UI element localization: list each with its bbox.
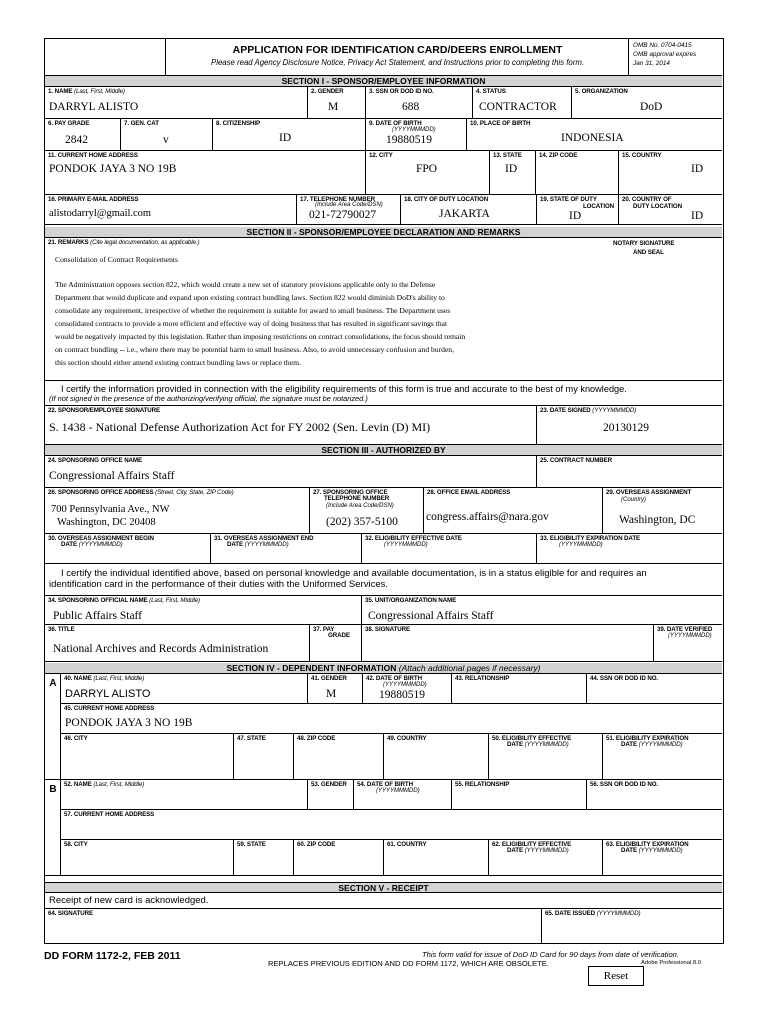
official-name: Public Affairs Staff: [53, 610, 143, 622]
field-60-dependent-b-zip[interactable]: [294, 840, 384, 876]
field-16-email[interactable]: [45, 195, 297, 225]
field-label: 35. UNIT/ORGANIZATION NAME: [365, 597, 457, 604]
field-hint: (YYYYMMMDD): [668, 633, 712, 639]
field-label: 53. GENDER: [311, 781, 347, 788]
field-31-overseas-end[interactable]: [211, 534, 362, 564]
field-hint: (Last, First, Middle): [149, 597, 201, 604]
field-49-dependent-country[interactable]: [384, 734, 489, 780]
office-phone: (202) 357-5100: [326, 516, 398, 528]
field-12-city[interactable]: [366, 151, 490, 195]
sponsor-ssn: 688: [402, 101, 420, 113]
dependent-a-name: DARRYL ALISTO: [65, 688, 151, 700]
remarks-line: consolidated contracts to provide a more efficient and effective way of doing business that has resulted in significant savings that: [55, 319, 448, 328]
remarks-line: on contract bundling -- i.e., where there may be potential harm to small business. Also, to avoid unnecessary confusion and burden,: [55, 345, 454, 354]
field-label: 22. SPONSOR/EMPLOYEE SIGNATURE: [48, 407, 161, 414]
field-26-office-address[interactable]: [45, 488, 310, 534]
field-hint: (Last, First, Middle): [74, 88, 125, 95]
field-label: 14. ZIP CODE: [539, 152, 578, 159]
dd-form-1172-2: [44, 38, 724, 944]
field-1-name[interactable]: [45, 87, 308, 119]
sponsor-address: PONDOK JAYA 3 NO 19B: [49, 163, 177, 175]
remarks-line: The Administration opposes section 822, which would create a new set of statutory provisions applicable only to the Defense: [55, 280, 436, 289]
field-18-duty-city[interactable]: [401, 195, 537, 225]
field-28-office-email[interactable]: [424, 488, 603, 534]
field-40-dependent-name[interactable]: [61, 674, 308, 704]
field-42-dependent-dob[interactable]: [363, 674, 452, 704]
field-13-state[interactable]: [490, 151, 536, 195]
field-label: 30. OVERSEAS ASSIGNMENT BEGIN: [48, 535, 154, 542]
field-label: DATE: [507, 741, 523, 748]
field-hint: (YYYYMMMDD): [383, 682, 427, 688]
date-signed: 20130129: [603, 422, 649, 434]
dependent-a-gender: M: [326, 688, 337, 700]
field-4-status[interactable]: [473, 87, 572, 119]
field-label: 5. ORGANIZATION: [575, 88, 628, 95]
section-4-note: (Attach additional pages if necessary): [398, 663, 541, 673]
field-hint: (Last, First, Middle): [93, 781, 145, 788]
remarks-heading: Consolidation of Contract Requirements: [55, 255, 178, 264]
field-30-overseas-begin[interactable]: [45, 534, 211, 564]
section-2-header: SECTION II - SPONSOR/EMPLOYEE DECLARATION AND REMARKS: [45, 227, 722, 238]
field-62-dependent-b-eligibility-effective[interactable]: [489, 840, 603, 876]
omb-number: OMB No. 0704-0415: [633, 42, 692, 49]
field-label: 13. STATE: [493, 152, 522, 159]
office-address-line-1: 700 Pennsylvania Ave., NW: [51, 504, 170, 515]
field-label: 54. DATE OF BIRTH: [357, 781, 413, 788]
field-48-dependent-zip[interactable]: [294, 734, 384, 780]
field-50-dependent-eligibility-effective[interactable]: [489, 734, 603, 780]
form-header: [166, 39, 629, 76]
sponsor-gen-cat: v: [163, 134, 169, 146]
field-hint: (YYYYMMMDD): [384, 542, 428, 548]
field-17-telephone[interactable]: [297, 195, 401, 225]
field-label: 42. DATE OF BIRTH: [366, 675, 422, 682]
form-title: APPLICATION FOR IDENTIFICATION CARD/DEERS ENROLLMENT: [232, 44, 563, 56]
sponsor-phone: 021-72790027: [309, 209, 377, 221]
field-label: 59. STATE: [237, 841, 266, 848]
field-label: 12. CITY: [369, 152, 393, 159]
field-label: 40. NAME: [64, 675, 92, 682]
field-36-title[interactable]: [45, 625, 310, 662]
field-label: 65. DATE ISSUED: [545, 910, 595, 917]
field-label: 62. ELIGIBILITY EFFECTIVE: [492, 841, 572, 848]
field-3-ssn[interactable]: [366, 87, 473, 119]
form-subtitle: Please read Agency Disclosure Notice, Privacy Act Statement, and Instructions prior to completing this form.: [211, 58, 584, 67]
field-label: 43. RELATIONSHIP: [455, 675, 510, 682]
office-name: Congressional Affairs Staff: [49, 470, 175, 482]
field-label: 49. COUNTRY: [387, 735, 427, 742]
field-label: 20. COUNTRY OF: [622, 196, 672, 203]
field-59-dependent-b-state[interactable]: [234, 840, 294, 876]
field-33-eligibility-expiration[interactable]: [537, 534, 722, 564]
field-22-signature[interactable]: [45, 405, 537, 445]
field-label: LOCATION: [583, 203, 615, 210]
field-label: 28. OFFICE EMAIL ADDRESS: [427, 489, 511, 496]
field-hint: (YYYYMMMDD): [524, 741, 569, 748]
reset-button[interactable]: Reset: [588, 966, 644, 986]
field-label: 37. PAY: [313, 626, 335, 633]
field-label: TELEPHONE NUMBER: [324, 495, 390, 502]
field-hint: (YYYYMMMDD): [376, 788, 420, 794]
field-hint: (Last, First, Middle): [93, 675, 145, 682]
field-label: 23. DATE SIGNED: [540, 407, 591, 414]
remarks-line: consolidate any requirement, irrespective of whether the requirement is suitable for award to small business. The Department uses: [55, 306, 451, 315]
section-3-header: SECTION III - AUTHORIZED BY: [45, 445, 722, 456]
field-label: 47. STATE: [237, 735, 266, 742]
unit-name: Congressional Affairs Staff: [368, 610, 494, 622]
field-47-dependent-state[interactable]: [234, 734, 294, 780]
field-label: 11. CURRENT HOME ADDRESS: [48, 152, 138, 159]
field-label: 10. PLACE OF BIRTH: [470, 120, 531, 127]
field-hint: (Country): [621, 497, 647, 503]
field-label: 4. STATUS: [476, 88, 506, 95]
dependent-a-address: PONDOK JAYA 3 NO 19B: [65, 717, 193, 729]
field-label: 27. SPONSORING OFFICE: [313, 489, 388, 496]
field-label: 56. SSN OR DOD ID NO.: [590, 781, 659, 788]
office-address-line-2: Washington, DC 20408: [57, 517, 156, 528]
field-hint: (Street, City, State, ZIP Code): [155, 489, 234, 496]
notary-label-1: NOTARY SIGNATURE: [613, 240, 675, 247]
field-label: DATE: [621, 741, 637, 748]
field-label: 46. CITY: [64, 735, 88, 742]
field-label: 18. CITY OF DUTY LOCATION: [404, 196, 489, 203]
omb-approval: OMB approval expires: [633, 51, 697, 58]
section-4-header: [45, 663, 722, 674]
field-label: 44. SSN OR DOD ID NO.: [590, 675, 659, 682]
field-38-signature[interactable]: [362, 625, 654, 662]
field-label: DATE: [61, 541, 77, 548]
field-label: 39. DATE VERIFIED: [657, 626, 713, 633]
section-1-header: SECTION I - SPONSOR/EMPLOYEE INFORMATION: [45, 76, 722, 87]
sponsor-citizenship: ID: [279, 132, 292, 144]
field-label: 17. TELEPHONE NUMBER: [300, 196, 376, 203]
field-label: 41. GENDER: [311, 675, 347, 682]
field-label: 24. SPONSORING OFFICE NAME: [48, 457, 143, 464]
field-29-overseas-assignment[interactable]: [603, 488, 722, 534]
field-5-organization[interactable]: [572, 87, 722, 119]
field-hint: (YYYYMMMDD): [524, 847, 569, 854]
field-14-zip[interactable]: [536, 151, 619, 195]
field-label: DATE: [507, 847, 523, 854]
field-35-unit-name[interactable]: [362, 595, 722, 625]
field-51-dependent-eligibility-expiration[interactable]: [603, 734, 722, 780]
field-58-dependent-b-city[interactable]: [61, 840, 234, 876]
certify-statement-2-line-2: identification card in the performance of their duties with the Uniformed Services.: [49, 579, 388, 590]
field-label: 26. SPONSORING OFFICE ADDRESS: [48, 489, 154, 496]
valid-note: This form valid for issue of DoD ID Card for 90 days from date of verification.: [422, 950, 680, 959]
field-55-dependent-b-relationship[interactable]: [452, 780, 587, 810]
field-44-dependent-ssn[interactable]: [587, 674, 722, 704]
header-blank-box: [45, 39, 166, 76]
dependent-a-marker: [45, 674, 61, 780]
field-label: 19. STATE OF DUTY: [540, 196, 597, 203]
dependent-a-letter: A: [49, 678, 57, 689]
field-label: 32. ELIGIBILITY EFFECTIVE DATE: [365, 535, 462, 542]
field-label: DATE: [621, 847, 637, 854]
sponsor-duty-state: ID: [569, 210, 582, 222]
field-hint: (YYYYMMMDD): [638, 741, 683, 748]
sponsor-signature: S. 1438 - National Defense Authorization Act for FY 2002 (Sen. Levin (D) MI): [49, 420, 431, 434]
field-11-home-address[interactable]: [45, 151, 366, 195]
field-21-remarks[interactable]: [45, 238, 722, 381]
remarks-line: this section should either amend existing contract bundling laws or replace them.: [55, 358, 301, 367]
omb-box: [629, 39, 722, 76]
field-label: 29. OVERSEAS ASSIGNMENT: [606, 489, 692, 496]
field-label: 21. REMARKS: [48, 239, 89, 246]
field-label: 8. CITIZENSHIP: [216, 120, 260, 127]
field-41-dependent-gender[interactable]: [308, 674, 363, 704]
field-label: 51. ELIGIBILITY EXPIRATION: [606, 735, 689, 742]
field-label: 61. COUNTRY: [387, 841, 427, 848]
field-label: 38. SIGNATURE: [365, 626, 410, 633]
field-label: GRADE: [328, 632, 350, 639]
sponsor-state: ID: [505, 163, 518, 175]
field-label: 7. GEN. CAT: [124, 120, 159, 127]
certify-statement-2-line-1: I certify the individual identified above, based on personal knowledge and available documentation, is in a status eligible for and requires an: [61, 568, 647, 579]
field-label: 55. RELATIONSHIP: [455, 781, 510, 788]
field-32-eligibility-effective[interactable]: [362, 534, 537, 564]
field-label: 52. NAME: [64, 781, 92, 788]
field-56-dependent-b-ssn[interactable]: [587, 780, 722, 810]
field-64-signature[interactable]: [45, 909, 542, 943]
sponsor-email: alistodarryl@gmail.com: [49, 208, 152, 219]
field-label: 6. PAY GRADE: [48, 120, 90, 127]
field-label: 33. ELIGIBILITY EXPIRATION DATE: [540, 535, 641, 542]
field-63-dependent-b-eligibility-expiration[interactable]: [603, 840, 722, 876]
field-24-office-name[interactable]: [45, 456, 537, 488]
dependent-a-dob: 19880519: [379, 689, 425, 701]
field-hint: (YYYYMMMDD): [592, 407, 637, 414]
omb-date: Jan 31, 2014: [633, 60, 670, 67]
sponsor-duty-country: ID: [691, 210, 704, 222]
certify-note: (If not signed in the presence of the authorizing/verifying official, the signature must be notarized.): [49, 394, 368, 403]
field-43-dependent-relationship[interactable]: [452, 674, 587, 704]
remarks-line: Department that would duplicate and expand upon existing contract bundling laws. Section 822 would diminish DoD's ability to: [55, 293, 445, 302]
sponsor-duty-city: JAKARTA: [439, 208, 490, 220]
notary-label-2: AND SEAL: [633, 249, 664, 256]
office-email: congress.affairs@nara.gov: [426, 511, 549, 523]
sponsor-city: FPO: [416, 163, 438, 175]
field-hint: (Include Area Code/DSN): [326, 503, 394, 509]
field-46-dependent-city[interactable]: [61, 734, 234, 780]
field-45-dependent-address[interactable]: [61, 704, 722, 734]
receipt-text: Receipt of new card is acknowledged.: [49, 895, 209, 906]
field-hint: (YYYYMMMDD): [638, 847, 683, 854]
field-hint: (YYYYMMMDD): [244, 541, 289, 548]
field-label: 31. OVERSEAS ASSIGNMENT END: [214, 535, 314, 542]
field-53-dependent-b-gender[interactable]: [308, 780, 354, 810]
receipt-acknowledgement: [45, 894, 722, 909]
field-19-duty-state[interactable]: [537, 195, 619, 225]
field-hint: (YYYYMMMDD): [559, 542, 603, 548]
section-4-title: SECTION IV - DEPENDENT INFORMATION: [226, 663, 397, 673]
field-label: DATE: [227, 541, 243, 548]
field-20-duty-country[interactable]: [619, 195, 722, 225]
certify-statement-1: I certify the information provided in connection with the eligibility requirements of this form is true and accurate to the best of my knowledge.: [61, 384, 627, 394]
sponsor-pay-grade: 2842: [65, 134, 88, 146]
dependent-b-marker: [45, 780, 61, 876]
field-label: DUTY LOCATION: [633, 203, 682, 210]
field-label: 15. COUNTRY: [622, 152, 662, 159]
field-34-official-name[interactable]: [45, 595, 362, 625]
field-7-gen-cat[interactable]: [121, 119, 213, 151]
field-8-citizenship[interactable]: [213, 119, 366, 151]
sponsor-status: CONTRACTOR: [479, 101, 557, 113]
official-title: National Archives and Records Administration: [53, 643, 269, 655]
dependent-b-letter: B: [49, 784, 57, 795]
field-label: 36. TITLE: [48, 626, 75, 633]
sponsor-gender: M: [328, 101, 339, 113]
field-2-gender[interactable]: [308, 87, 366, 119]
field-37-pay-grade[interactable]: [310, 625, 362, 662]
field-9-dob[interactable]: [366, 119, 467, 151]
field-27-office-phone[interactable]: [310, 488, 424, 534]
sponsor-organization: DoD: [640, 101, 663, 113]
field-52-dependent-b-name[interactable]: [61, 780, 308, 810]
field-25-contract-number[interactable]: [537, 456, 722, 488]
field-label: 3. SSN OR DOD ID NO.: [369, 88, 434, 95]
field-hint: (YYYYMMMDD): [392, 127, 436, 133]
field-label: 63. ELIGIBILITY EXPIRATION: [606, 841, 689, 848]
field-label: 9. DATE OF BIRTH: [369, 120, 422, 127]
field-label: 50. ELIGIBILITY EFFECTIVE: [492, 735, 572, 742]
field-39-date-verified[interactable]: [654, 625, 722, 662]
sponsor-dob: 19880519: [386, 134, 432, 146]
overseas-assignment: Washington, DC: [619, 514, 696, 526]
remarks-line: would be negatively impacted by this legislation. Rather than imposing restrictions on contract consolidations, the focus should remain: [55, 332, 466, 341]
field-hint: (YYYYMMMDD): [596, 910, 641, 917]
sponsor-name: DARRYL ALISTO: [49, 101, 139, 113]
field-hint: (YYYYMMMDD): [78, 541, 123, 548]
field-6-pay-grade[interactable]: [45, 119, 121, 151]
field-label: 58. CITY: [64, 841, 88, 848]
field-label: 60. ZIP CODE: [297, 841, 336, 848]
field-15-country[interactable]: [619, 151, 722, 195]
section-5-header: SECTION V - RECEIPT: [45, 882, 722, 893]
field-57-dependent-b-address[interactable]: [61, 810, 722, 840]
field-54-dependent-b-dob[interactable]: [354, 780, 452, 810]
form-id: DD FORM 1172-2, FEB 2011: [44, 950, 181, 962]
field-23-date-signed[interactable]: [537, 405, 722, 445]
field-hint: (Cite legal documentation, as applicable.): [90, 239, 200, 246]
field-label: 64. SIGNATURE: [48, 910, 93, 917]
field-10-place-of-birth[interactable]: [467, 119, 722, 151]
sponsor-country: ID: [691, 163, 704, 175]
field-65-date-issued[interactable]: [542, 909, 722, 943]
field-61-dependent-b-country[interactable]: [384, 840, 489, 876]
field-label: 16. PRIMARY E-MAIL ADDRESS: [48, 196, 139, 203]
field-label: 34. SPONSORING OFFICIAL NAME: [48, 597, 148, 604]
adobe-note: Adobe Professional 8.0: [641, 960, 701, 966]
field-label: 48. ZIP CODE: [297, 735, 336, 742]
field-label: 1. NAME: [48, 88, 73, 95]
field-label: 25. CONTRACT NUMBER: [540, 457, 613, 464]
replaces-note: REPLACES PREVIOUS EDITION AND DD FORM 1172, WHICH ARE OBSOLETE.: [268, 959, 549, 968]
field-label: 45. CURRENT HOME ADDRESS: [64, 705, 155, 712]
field-label: 2. GENDER: [311, 88, 344, 95]
sponsor-place-of-birth: INDONESIA: [561, 132, 624, 144]
field-label: 57. CURRENT HOME ADDRESS: [64, 811, 155, 818]
field-hint: (Include Area Code/DSN): [315, 202, 383, 208]
